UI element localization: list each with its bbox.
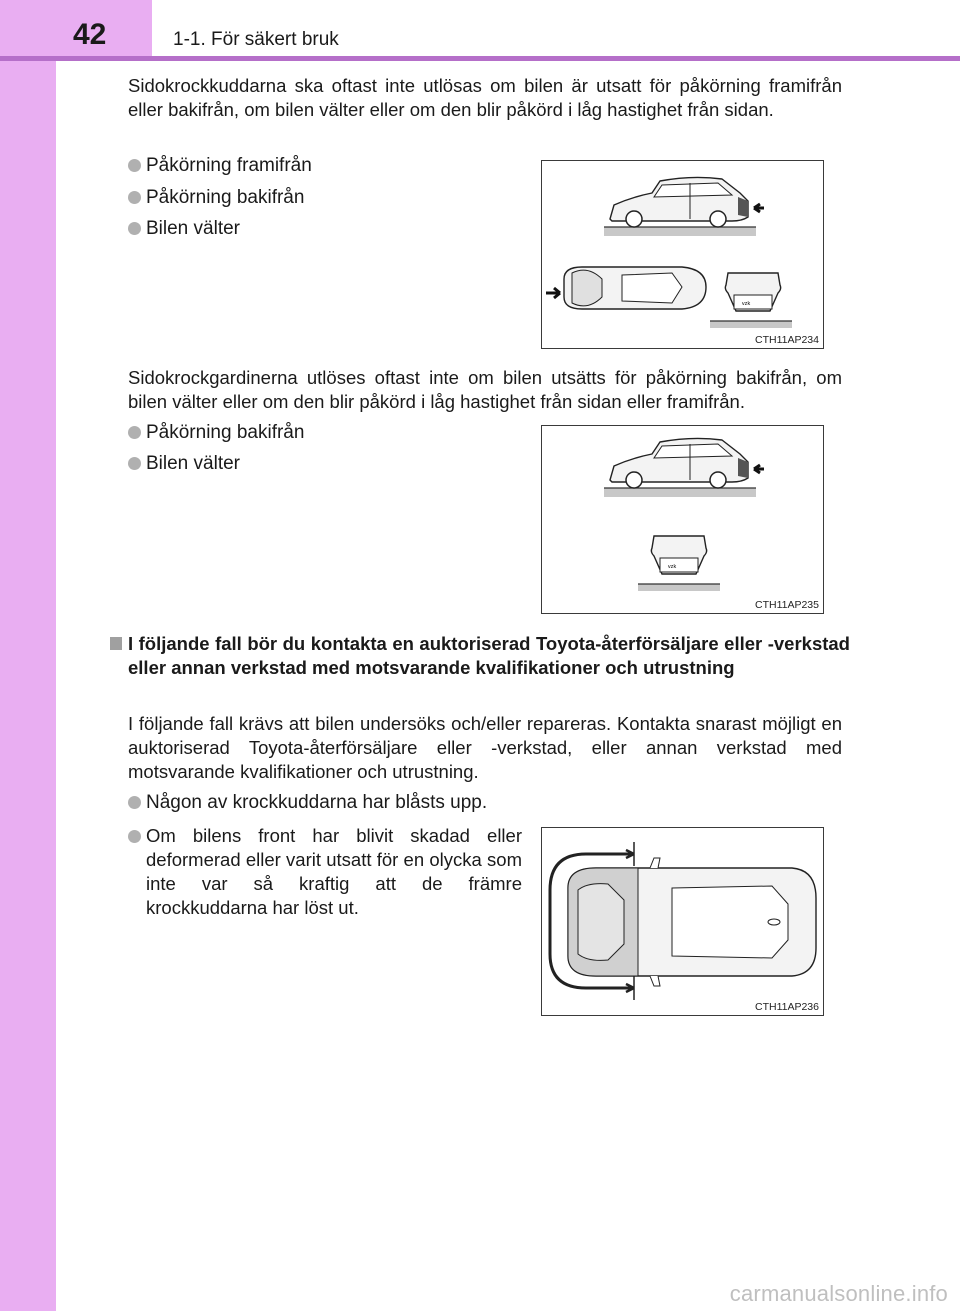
svg-text:ᵛᶻᵏ: ᵛᶻᵏ bbox=[742, 300, 751, 309]
figure-rear-rollover bbox=[541, 425, 824, 614]
list-item: Bilen välter bbox=[128, 452, 240, 476]
section-title: 1-1. För säkert bruk bbox=[173, 29, 339, 50]
paragraph-curtain-airbags: Sidokrockgardinerna utlöses oftast inte om bilen utsätts för påkörning bakifrån, om bilen välter eller om den blir påkörd i låg hastighet från sidan eller framifrån. bbox=[128, 367, 842, 412]
bullet-dot-icon bbox=[128, 222, 141, 235]
bullet-dot-icon bbox=[128, 191, 141, 204]
page-header bbox=[0, 0, 960, 56]
figure-front-damage bbox=[541, 827, 824, 1016]
paragraph-contact-dealer: I följande fall krävs att bilen undersöks och/eller repareras. Kontakta snarast möjligt en auktoriserad Toyota-återförsäljare eller -verkstad, eller annan verkstad med motsvarande kvalifikationer och utrustning. bbox=[128, 713, 842, 782]
bullet-dot-icon bbox=[128, 457, 141, 470]
list-item: Någon av krockkuddarna har blåsts upp. bbox=[128, 791, 487, 815]
footer-watermark: carmanualsonline.info bbox=[729, 1281, 948, 1306]
car-top-view-illustration-icon bbox=[542, 828, 823, 1015]
list-item: Påkörning bakifrån bbox=[128, 186, 304, 210]
figure-code: CTH11AP234 bbox=[754, 334, 819, 346]
list-item: Bilen välter bbox=[128, 217, 240, 241]
paragraph-side-airbags: Sidokrockkuddarna ska oftast inte utlösas om bilen är utsatt för påkörning framifrån eller bakifrån, om bilen välter eller om den blir påkörd i låg hastighet från sidan. bbox=[128, 75, 842, 120]
list-item: Påkörning framifrån bbox=[128, 154, 312, 178]
svg-text:ᵛᶻᵏ: ᵛᶻᵏ bbox=[668, 563, 677, 572]
figure-code: CTH11AP236 bbox=[754, 1001, 819, 1013]
page-number: 42 bbox=[73, 18, 107, 51]
bullet-dot-icon bbox=[128, 796, 141, 809]
figure-front-rear-rollover bbox=[541, 160, 824, 349]
header-rule bbox=[0, 56, 960, 61]
side-color-bar bbox=[0, 0, 56, 1311]
figure-code: CTH11AP235 bbox=[754, 599, 819, 611]
section-heading: I följande fall bör du kontakta en auktoriserad Toyota-återförsäljare eller -verkstad eller annan verkstad med motsvarande kvalifikationer och utrustning bbox=[128, 633, 850, 678]
car-crash-illustration-icon bbox=[542, 161, 823, 348]
bullet-dot-icon bbox=[128, 426, 141, 439]
section-square-icon bbox=[110, 637, 122, 650]
list-item: Om bilens front har blivit skadad eller deformerad eller varit utsatt för en olycka som inte var så kraftig att de främre krockkuddarna har löst ut. bbox=[128, 824, 522, 920]
bullet-dot-icon bbox=[128, 159, 141, 172]
bullet-dot-icon bbox=[128, 830, 141, 843]
car-crash-illustration-icon bbox=[542, 426, 823, 613]
list-item: Påkörning bakifrån bbox=[128, 421, 304, 445]
